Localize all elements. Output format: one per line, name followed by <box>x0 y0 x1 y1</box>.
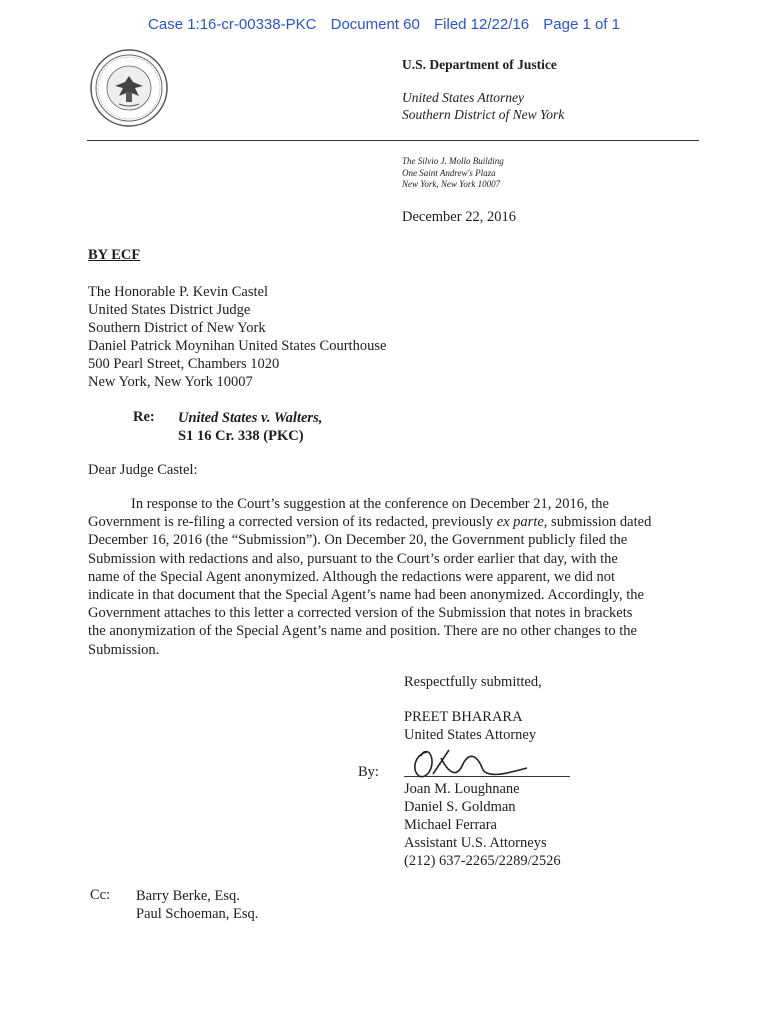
delivery-method: BY ECF <box>88 247 141 263</box>
case-caption: United States v. Walters, <box>178 410 323 426</box>
closing: Respectfully submitted, <box>404 674 542 690</box>
recipient-line: Southern District of New York <box>88 320 266 336</box>
office-line-2: Southern District of New York <box>402 107 565 122</box>
address-line: The Silvio J. Mollo Building <box>402 156 504 166</box>
body-line: December 16, 2016 (the “Submission”). On December 20, the Government publicly filed the <box>88 532 628 549</box>
recipient-line: 500 Pearl Street, Chambers 1020 <box>88 356 280 372</box>
attorney-name: Daniel S. Goldman <box>404 799 516 815</box>
address-line: New York, New York 10007 <box>402 179 501 189</box>
signer-title: United States Attorney <box>404 727 537 743</box>
office-name <box>402 89 564 123</box>
cc-name: Paul Schoeman, Esq. <box>136 906 259 922</box>
body-line: Submission. <box>88 641 160 658</box>
body-line: the anonymization of the Special Agent’s name and position. There are no other changes to the <box>88 623 637 640</box>
body-line: Submission with redactions and also, pursuant to the Court’s order earlier that day, with the <box>88 550 618 567</box>
recipient-line: Daniel Patrick Moynihan United States Courthouse <box>88 338 387 354</box>
department-name: U.S. Department of Justice <box>402 57 557 72</box>
attorney-list <box>404 780 561 870</box>
body-line: indicate in that document that the Special Agent’s name had been anonymized. Accordingly, the <box>88 587 644 604</box>
recipient-line: United States District Judge <box>88 302 251 318</box>
body-line: In response to the Court’s suggestion at the conference on December 21, 2016, the <box>131 496 609 512</box>
cc-name: Barry Berke, Esq. <box>136 888 240 904</box>
attorney-phone: (212) 637-2265/2289/2526 <box>404 853 561 869</box>
case-number: Case 1:16-cr-00338-PKC <box>148 16 317 33</box>
address-line: One Saint Andrew's Plaza <box>402 167 496 178</box>
attorney-name: Joan M. Loughnane <box>404 781 520 797</box>
recipient-block <box>88 283 386 391</box>
body-line: Government attaches to this letter a corrected version of the Submission that notes in brackets <box>88 605 633 622</box>
recipient-line: The Honorable P. Kevin Castel <box>88 284 269 300</box>
attorney-name: Michael Ferrara <box>404 817 497 833</box>
handwritten-signature-icon <box>405 744 535 784</box>
filed-date: Filed 12/22/16 <box>434 16 530 33</box>
signer-name: PREET BHARARA <box>404 709 523 725</box>
cc-list <box>136 887 258 923</box>
salutation: Dear Judge Castel: <box>88 462 198 478</box>
case-docket: S1 16 Cr. 338 (PKC) <box>178 428 304 444</box>
re-subject <box>178 409 322 445</box>
letterhead-divider <box>87 140 699 141</box>
doj-seal-icon <box>89 48 169 128</box>
body-line: name of the Special Agent anonymized. Although the redactions were apparent, we did not <box>88 568 616 585</box>
by-label: By: <box>358 764 379 780</box>
body-paragraph <box>88 495 688 659</box>
office-address <box>402 156 504 191</box>
attorney-title: Assistant U.S. Attorneys <box>404 835 547 851</box>
signer-block <box>404 708 536 744</box>
page-count: Page 1 of 1 <box>543 16 620 33</box>
re-label: Re: <box>133 409 155 425</box>
cc-label: Cc: <box>90 887 111 903</box>
office-line-1: United States Attorney <box>402 90 524 105</box>
recipient-line: New York, New York 10007 <box>88 374 253 390</box>
ecf-filing-header <box>0 16 768 33</box>
body-line: Government is re-filing a corrected version of its redacted, previously ex parte, submission dated <box>88 514 652 531</box>
document-number: Document 60 <box>330 16 420 33</box>
letter-date: December 22, 2016 <box>402 209 516 225</box>
